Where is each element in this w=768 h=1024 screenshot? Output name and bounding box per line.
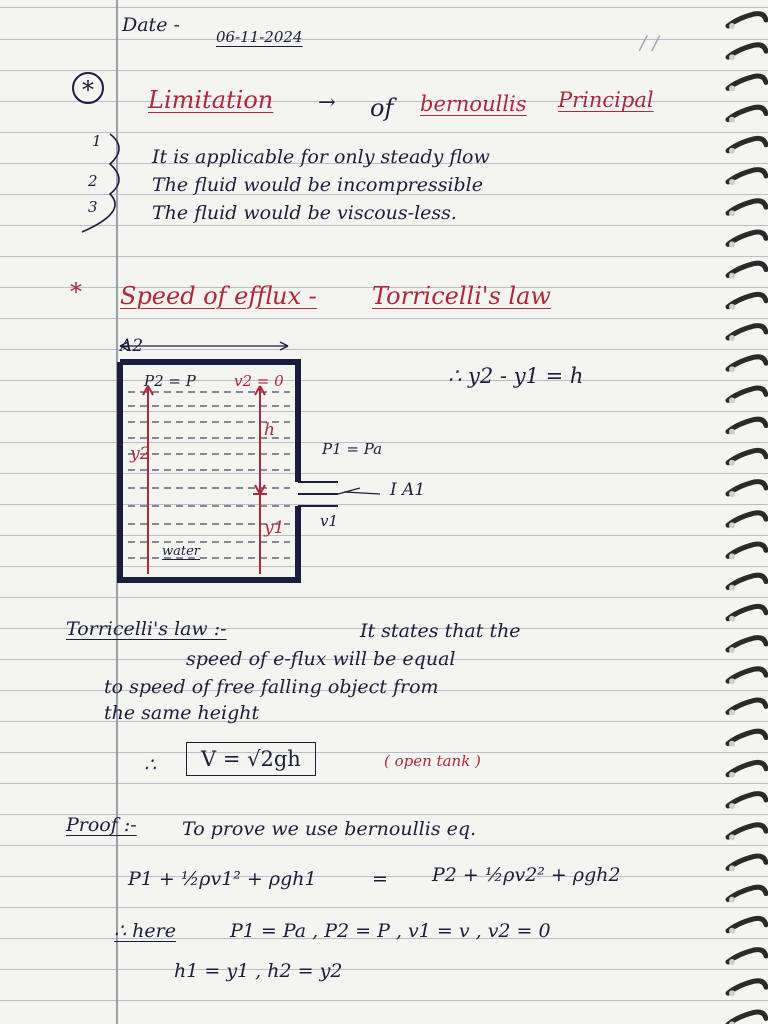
bernoulli-equation-lhs: P1 + ½ρv1² + ρgh1 xyxy=(128,868,317,890)
spiral-hole xyxy=(729,54,735,60)
law-line-2: speed of e-flux will be equal xyxy=(186,648,456,670)
law-therefore: ∴ xyxy=(144,754,157,776)
spiral-hole xyxy=(729,241,735,247)
spiral-hole xyxy=(729,928,735,934)
section1-heading-right-2: Principal xyxy=(558,88,654,112)
section2-heading-1: Speed of efflux - xyxy=(120,282,317,310)
section1-heading-left: Limitation xyxy=(148,86,274,114)
spiral-hole xyxy=(729,397,735,403)
spiral-hole xyxy=(729,897,735,903)
proof-label: Proof :- xyxy=(66,814,137,836)
section2-bullet: * xyxy=(70,278,82,306)
spiral-binding xyxy=(724,0,768,1024)
torricelli-formula: V = √2gh xyxy=(186,742,316,776)
spiral-hole xyxy=(729,491,735,497)
spiral-hole xyxy=(729,85,735,91)
spiral-hole xyxy=(729,553,735,559)
proof-intro: To prove we use bernoullis eq. xyxy=(182,818,477,840)
spiral-hole xyxy=(729,117,735,123)
spiral-hole xyxy=(729,834,735,840)
spiral-hole xyxy=(729,585,735,591)
p1-label: P1 = Pa xyxy=(322,440,383,458)
spiral-hole xyxy=(729,304,735,310)
water-label: water xyxy=(162,544,201,559)
spiral-hole xyxy=(729,210,735,216)
v2-label: v2 = 0 xyxy=(234,372,284,390)
bernoulli-equation-rhs: P2 + ½ρv2² + ρgh2 xyxy=(432,864,621,886)
spiral-hole xyxy=(729,647,735,653)
law-line-1: It states that the xyxy=(360,620,521,642)
section2-heading-2: Torricelli's law xyxy=(372,282,551,310)
tank-drawing xyxy=(110,330,470,600)
point-3-number: 3 xyxy=(88,198,98,216)
y2-label: y2 xyxy=(130,444,151,464)
spiral-hole xyxy=(729,678,735,684)
date-label: Date - xyxy=(122,14,180,36)
spiral-hole xyxy=(729,772,735,778)
spiral-hole xyxy=(729,522,735,528)
spiral-hole xyxy=(729,460,735,466)
spiral-hole xyxy=(729,273,735,279)
spiral-hole xyxy=(729,179,735,185)
bernoulli-equation-equals: = xyxy=(372,868,388,890)
a1-label: I A1 xyxy=(390,480,426,500)
spiral-hole xyxy=(729,148,735,154)
tank-diagram xyxy=(110,330,470,600)
spiral-hole xyxy=(729,366,735,372)
section1-heading-right-1: bernoullis xyxy=(420,92,527,116)
area-a2-label: A2 xyxy=(120,336,144,356)
here-label: ∴ here xyxy=(114,920,176,942)
date-value: 06-11-2024 xyxy=(216,28,303,46)
p2-label: P2 = P xyxy=(144,372,196,390)
spiral-hole xyxy=(729,990,735,996)
open-tank-note: ( open tank ) xyxy=(384,752,481,770)
date-corner-mark: / / xyxy=(640,32,659,54)
point-2-text: The fluid would be incompressible xyxy=(152,174,484,196)
point-3-text: The fluid would be viscous-less. xyxy=(152,202,457,224)
spiral-hole xyxy=(729,429,735,435)
section1-bullet: * xyxy=(72,72,104,104)
y1-label: y1 xyxy=(264,518,285,538)
spiral-hole xyxy=(729,741,735,747)
spiral-hole xyxy=(729,803,735,809)
spiral-hole xyxy=(729,616,735,622)
spiral-hole xyxy=(729,959,735,965)
h-label: h xyxy=(264,420,275,440)
spiral-hole xyxy=(729,23,735,29)
height-difference-equation: ∴ y2 - y1 = h xyxy=(448,364,584,388)
point-1-text: It is applicable for only steady flow xyxy=(152,146,490,168)
proof-heights: h1 = y1 , h2 = y2 xyxy=(174,960,343,982)
spiral-hole xyxy=(729,335,735,341)
section1-heading-mid: of xyxy=(370,94,394,122)
section1-arrow: → xyxy=(318,90,336,114)
law-label: Torricelli's law :- xyxy=(66,618,227,640)
v1-label: v1 xyxy=(320,512,339,530)
law-line-4: the same height xyxy=(104,702,260,724)
proof-conditions: P1 = Pa , P2 = P , v1 = v , v2 = 0 xyxy=(230,920,551,942)
spiral-hole xyxy=(729,709,735,715)
law-line-3: to speed of free falling object from xyxy=(104,676,439,698)
point-2-number: 2 xyxy=(88,172,98,190)
spiral-hole xyxy=(729,865,735,871)
point-1-number: 1 xyxy=(92,132,102,150)
